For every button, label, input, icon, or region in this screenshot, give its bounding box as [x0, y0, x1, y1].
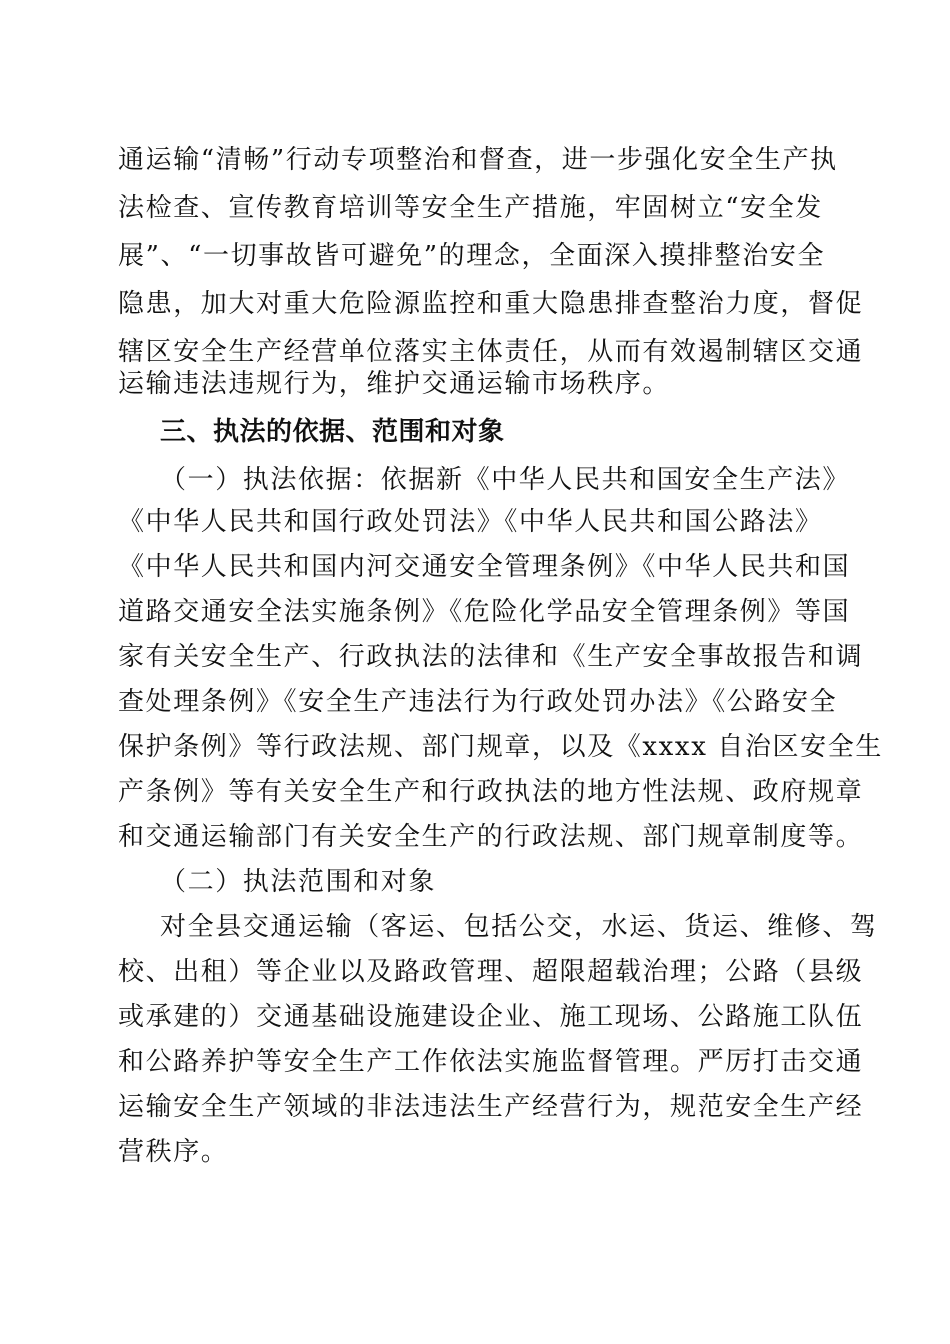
paragraph-line: 法检查、宣传教育培训等安全生产措施，牢固树立“安全发 — [118, 193, 823, 223]
paragraph-line: 辖区安全生产经营单位落实主体责任，从而有效遏制辖区交通 — [118, 337, 864, 367]
paragraph-line: 隐患，加大对重大危险源监控和重大隐患排查整治力度，督促 — [118, 289, 864, 319]
paragraph-line: 查处理条例》《安全生产违法行为行政处罚办法》《公路安全 — [118, 687, 838, 717]
paragraph-line: 或承建的）交通基础设施建设企业、施工现场、公路施工队伍 — [118, 1002, 864, 1032]
subsection-heading: （二）执法范围和对象 — [160, 867, 437, 897]
paragraph-line: 和交通运输部门有关安全生产的行政法规、部门规章制度等。 — [118, 822, 864, 852]
paragraph-line: 《中华人民共和国行政处罚法》《中华人民共和国公路法》 — [118, 507, 823, 537]
paragraph-line: 产条例》等有关安全生产和行政执法的地方性法规、政府规章 — [118, 777, 864, 807]
paragraph-line: 通运输“清畅”行动专项整治和督查，进一步强化安全生产执 — [118, 145, 838, 175]
paragraph-line: 家有关安全生产、行政执法的法律和《生产安全事故报告和调 — [118, 642, 864, 672]
paragraph-line: 对全县交通运输（客运、包括公交，水运、货运、维修、驾 — [160, 912, 878, 942]
paragraph-line: 保护条例》等行政法规、部门规章，以及《xxxx 自治区安全生 — [118, 732, 883, 762]
paragraph-line: 校、出租）等企业以及路政管理、超限超载治理；公路（县级 — [118, 957, 864, 987]
paragraph-line: 营秩序。 — [118, 1137, 229, 1167]
paragraph-line: 运输安全生产领域的非法违法生产经营行为，规范安全生产经 — [118, 1092, 864, 1122]
paragraph-line: （一）执法依据：依据新《中华人民共和国安全生产法》 — [160, 465, 851, 495]
paragraph-line: 运输违法违规行为，维护交通运输市场秩序。 — [118, 369, 671, 399]
paragraph-line: 和公路养护等安全生产工作依法实施监督管理。严厉打击交通 — [118, 1047, 864, 1077]
paragraph-line: 道路交通安全法实施条例》《危险化学品安全管理条例》等国 — [118, 597, 851, 627]
paragraph-line: 《中华人民共和国内河交通安全管理条例》《中华人民共和国 — [118, 552, 851, 582]
paragraph-line: 展”、“一切事故皆可避免”的理念，全面深入摸排整治安全 — [118, 241, 826, 271]
section-heading: 三、执法的依据、范围和对象 — [160, 417, 505, 447]
